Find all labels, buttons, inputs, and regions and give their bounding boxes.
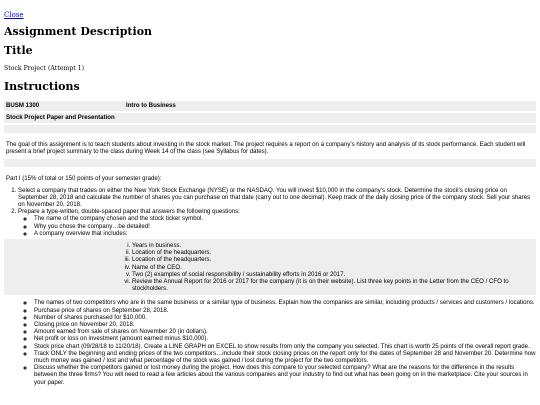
step-1: 1. Select a company that trades on either the New York Stock Exchange (NYSE) or the NASDAQ. You will invest $10,000 in the company’s stock. Determine the stock’s closing price on September 28, 2018 and calculate the number of shares you can purchase on that date (carry out to one decimal). Keep track of the daily closing price of the company stock. Sell your shares on November 20, 2018. xyxy=(18,187,536,209)
report-item: ◦ Amount earned from sale of shares on November 20 (in dollars). xyxy=(34,328,536,335)
title-heading: Title xyxy=(4,44,33,57)
question-item: ◦ A company overview that includes: xyxy=(34,230,536,237)
course-code: BUSM 1300 xyxy=(6,102,40,109)
report-item: ◦ Discuss whether the competitors gained or lost money during the project. How does this compare to your selected company? What are the reasons for the difference in the results between the three firms? You will need to read a few articles about the various companies and your industry to find out what has been going on in the marketplace. Cite your sources in your paper. xyxy=(34,364,536,386)
goal-paragraph: The goal of this assignment is to teach students about investing in the stock market. The project requires a report on a company’s history and analysis of its stock performance. Each student will present a brief project summary to the class during Week 14 of the class (see Syllabus for dates). xyxy=(6,141,526,156)
paper-title: Stock Project Paper and Presentation xyxy=(6,114,115,121)
question-item: ◦ Why you chose the company…be detailed! xyxy=(34,223,536,230)
overview-item: ii. Location of the headquarters. xyxy=(132,249,536,256)
overview-list xyxy=(132,242,536,292)
report-item: ◦ Purchase price of shares on September 28, 2018. xyxy=(34,307,536,314)
close-link[interactable]: Close xyxy=(4,11,24,19)
assignment-title-value: Stock Project (Attempt 1) xyxy=(4,65,85,72)
course-row xyxy=(4,101,536,111)
overview-item: iii. Location of the headquarters. xyxy=(132,256,536,263)
question-item: ◦ The name of the company chosen and the stock ticker symbol. xyxy=(34,215,536,222)
overview-block xyxy=(4,239,536,295)
report-item: ◦ Number of shares purchased for $10,000. xyxy=(34,314,536,321)
overview-item: iv. Name of the CEO. xyxy=(132,264,536,271)
course-name: Intro to Business xyxy=(126,102,176,109)
instructions-heading: Instructions xyxy=(4,80,80,93)
overview-item: vi. Review the Annual Report for 2016 or 2017 for the company (it is on their website). List three key points in the Letter from the CEO / CFO to stockholders. xyxy=(132,278,536,292)
questions-list xyxy=(18,215,536,237)
overview-item: v. Two (2) examples of social responsibility / sustainability efforts in 2016 or 2017. xyxy=(132,271,536,278)
report-item: ◦ The names of two competitors who are in the same business or a similar type of business. Explain how the companies are similar, including products / services and customers / locations. xyxy=(34,299,536,306)
report-item: ◦ Track ONLY the beginning and ending prices of the two competitors…include their stock closing prices on the report only for the dates of September 28 and November 20. Determine how much money was gained / lost and what percentage of the stock was gained / lost during the project for the two competitors. xyxy=(34,350,536,364)
report-item: ◦ Net profit or loss on investment (amount earned minus $10,000). xyxy=(34,335,536,342)
report-item: ◦ Closing price on November 20, 2018. xyxy=(34,321,536,328)
blank-row-2 xyxy=(4,159,536,167)
report-item: ◦ Stock price chart (09/28/18 to 11/20/18). Create a LINE GRAPH on EXCEL to show results from only the company you selected. This chart is worth 25 points of the overall report grade. xyxy=(34,343,536,350)
paper-title-row xyxy=(4,113,536,123)
instructions-body xyxy=(4,101,536,386)
step-2 xyxy=(18,208,536,237)
steps-list xyxy=(4,187,536,237)
step-2-text: Prepare a type-written, double-spaced paper that answers the following questions: xyxy=(18,208,240,216)
overview-item: i. Years in business. xyxy=(132,242,536,249)
report-items-list xyxy=(4,299,536,385)
assignment-description-heading: Assignment Description xyxy=(4,25,153,38)
blank-row xyxy=(4,125,536,133)
part-heading: Part I (15% of total or 150 points of your semester grade): xyxy=(6,175,162,183)
